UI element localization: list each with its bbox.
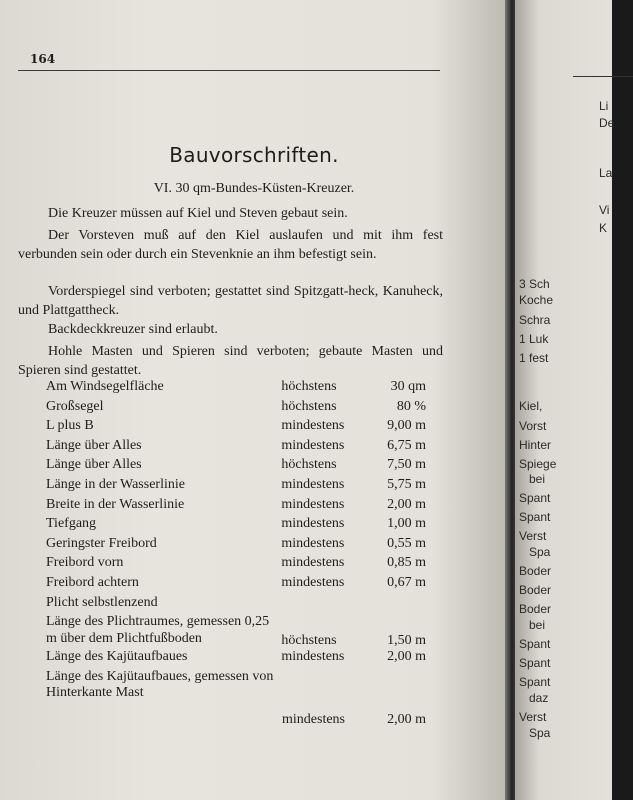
spec-row-continuation: [46, 712, 426, 728]
spec-qualifier: höchstens: [281, 457, 337, 473]
page-title: Bauvorschriften.: [169, 143, 339, 167]
paragraph-masten: Hohle Masten und Spieren sind verboten; gebaute Masten und Spieren sind gestattet.: [18, 344, 443, 378]
spec-label: Länge des Kajütaufbaues, gemessen von Hinterkante Mast: [46, 668, 274, 701]
spec-label: Freibord achtern: [46, 574, 139, 590]
spec-label: L plus B: [46, 418, 94, 434]
spec-row: [46, 399, 426, 419]
spec-label: Breite in der Wasserlinie: [46, 496, 185, 512]
facing-fragment: Verst: [519, 710, 547, 724]
facing-fragment: Spa: [529, 726, 551, 740]
spec-row: [46, 438, 426, 458]
spec-qualifier: mindestens: [281, 476, 345, 492]
spec-row: [46, 669, 426, 704]
paragraph-kiel: Die Kreuzer müssen auf Kiel und Steven gebaut sein.: [48, 206, 348, 221]
facing-fragment: Spant: [519, 656, 551, 670]
page-number: 164: [30, 52, 56, 66]
spec-value: 0,67 m: [387, 574, 426, 590]
spec-label: Länge in der Wasserlinie: [46, 476, 185, 492]
spec-row: [46, 575, 426, 595]
spec-value: 80 %: [396, 398, 426, 414]
section-subtitle: VI. 30 qm-Bundes-Küsten-Kreuzer.: [153, 181, 355, 196]
spec-qualifier: mindestens: [281, 535, 345, 551]
spec-label: Freibord vorn: [46, 555, 124, 571]
facing-fragment: Spant: [519, 510, 551, 524]
facing-fragment: Li: [599, 99, 609, 113]
facing-fragment: De: [599, 116, 615, 130]
facing-page: [515, 0, 615, 800]
spec-label: Geringster Freibord: [46, 535, 157, 551]
spec-row: [46, 555, 426, 575]
spec-value: 30 qm: [390, 379, 426, 394]
paragraph-backdeck: Backdeckkreuzer sind erlaubt.: [48, 322, 218, 337]
facing-fragment: bei: [529, 618, 546, 632]
facing-fragment: La: [599, 166, 613, 180]
facing-fragment: Boder: [519, 564, 552, 578]
spec-row: [46, 418, 426, 438]
spec-qualifier: höchstens: [281, 633, 337, 649]
spec-label: Plicht selbstlenzend: [46, 594, 158, 610]
spec-value: 0,55 m: [387, 535, 426, 551]
spec-label: Länge des Plichtraumes, gemessen 0,25 m über dem Plichtfußboden: [46, 614, 270, 646]
spec-qualifier: mindestens: [281, 516, 345, 532]
spec-row: [46, 595, 426, 615]
facing-fragment: Boder: [519, 583, 552, 597]
facing-fragment: 1 Luk: [519, 332, 549, 346]
facing-fragment: Spant: [519, 637, 551, 651]
facing-fragment: Koche: [519, 293, 554, 307]
spec-qualifier: mindestens: [281, 437, 345, 453]
spec-value: 1,50 m: [387, 633, 426, 649]
facing-fragment: bei: [529, 472, 546, 486]
spec-value: 7,50 m: [387, 457, 426, 473]
facing-fragment: Verst: [519, 529, 547, 543]
facing-fragment: Schra: [519, 313, 551, 327]
spec-label: Länge des Kajütaufbaues: [46, 649, 188, 665]
spec-row: [46, 649, 426, 669]
facing-fragment: Hinter: [519, 438, 552, 452]
spec-label: Tiefgang: [46, 516, 97, 532]
facing-header-rule: [573, 76, 633, 77]
spec-qualifier: mindestens: [281, 574, 345, 590]
spec-value: 9,00 m: [387, 418, 426, 434]
spec-value: 2,00 m: [387, 496, 426, 512]
spec-row: [46, 379, 426, 399]
paragraph-vorsteven: Der Vorsteven muß auf den Kiel auslaufen und mit ihm fest verbunden sein oder durch ein Stevenknie an ihm befestigt sein.: [18, 228, 443, 262]
facing-fragment: Vi: [599, 203, 610, 217]
spec-value: 6,75 m: [387, 437, 426, 453]
facing-fragment: Boder: [519, 602, 552, 616]
header-rule: [18, 70, 440, 71]
spec-qualifier: mindestens: [282, 711, 345, 727]
paragraph-vorderspiegel: Vorderspiegel sind verboten; gestattet sind Spitzgatt-heck, Kanuheck, und Plattgattheck.: [18, 284, 443, 318]
facing-fragment: Spant: [519, 675, 551, 689]
spec-qualifier: höchstens: [281, 379, 337, 394]
spec-value: 5,75 m: [387, 476, 426, 492]
spec-qualifier: höchstens: [281, 398, 337, 414]
spec-row: [46, 457, 426, 477]
facing-fragment: Kiel,: [519, 399, 543, 413]
facing-fragment: 3 Sch: [519, 277, 550, 291]
facing-fragment: Spa: [529, 545, 551, 559]
spec-value: 0,85 m: [387, 555, 426, 571]
spec-row: [46, 614, 426, 649]
spec-label: Länge über Alles: [46, 437, 142, 453]
spec-value: 1,00 m: [387, 516, 426, 532]
spec-value: 2,00 m: [387, 649, 426, 665]
spec-row: [46, 497, 426, 517]
spec-row: [46, 536, 426, 556]
facing-fragment: Spant: [519, 491, 551, 505]
spec-label: Großsegel: [46, 398, 104, 414]
spec-table: [46, 379, 426, 728]
facing-fragment: Spiege: [519, 457, 557, 471]
spec-value: 2,00 m: [387, 711, 426, 727]
spec-row: [46, 477, 426, 497]
spec-qualifier: mindestens: [281, 418, 345, 434]
facing-fragment: 1 fest: [519, 351, 549, 365]
spec-label: Am Windsegelfläche: [46, 379, 164, 394]
facing-fragment: K: [599, 221, 608, 235]
spec-qualifier: mindestens: [281, 555, 345, 571]
spec-qualifier: mindestens: [281, 649, 345, 665]
facing-fragment: Vorst: [519, 419, 547, 433]
facing-fragment: daz: [529, 691, 549, 705]
spec-row: [46, 516, 426, 536]
spec-label: Länge über Alles: [46, 457, 142, 473]
spec-qualifier: mindestens: [281, 496, 345, 512]
